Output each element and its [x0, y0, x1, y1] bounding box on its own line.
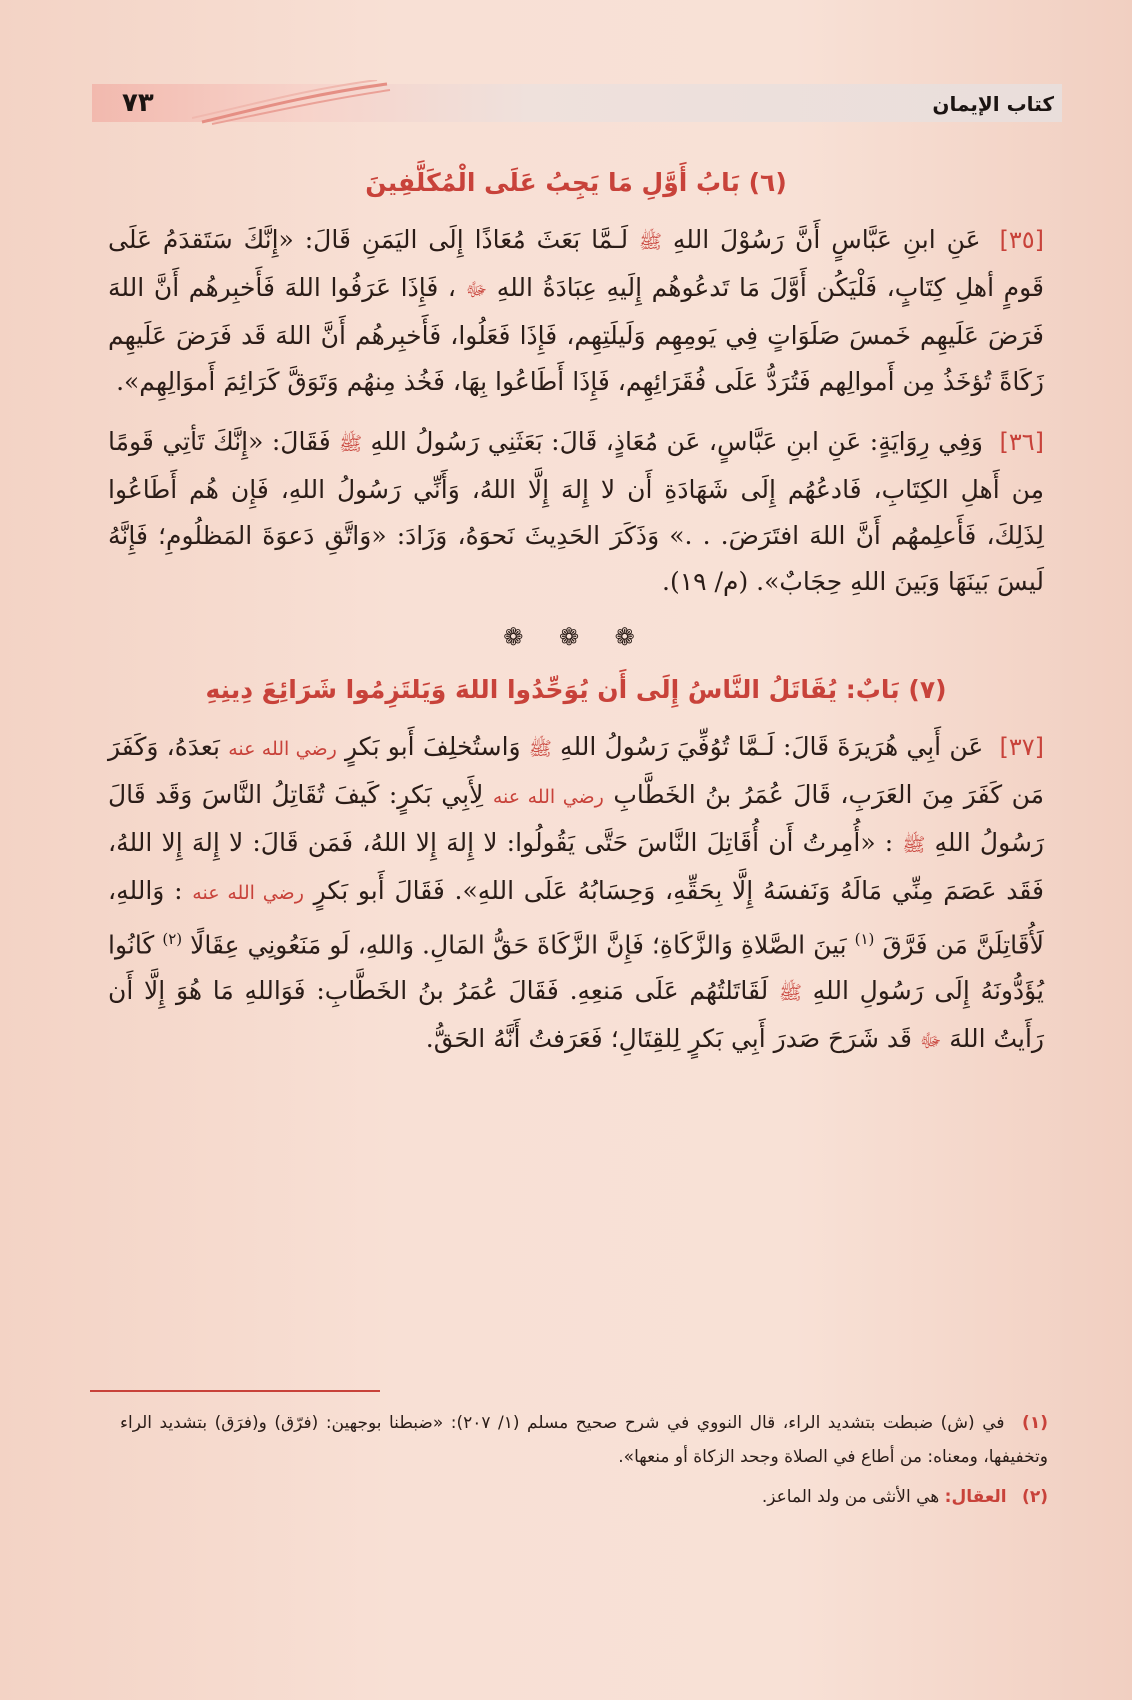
hadith-text: قَد شَرَحَ صَدرَ أَبِي بَكرٍ لِلقِتَالِ؛ فَعَرَفتُ أَنَّهُ الحَقُّ.	[425, 1024, 912, 1054]
salutation-glyph: ﷺ	[778, 982, 802, 1005]
hadith-text: عَن أَبِي هُرَيرَةَ قَالَ: لَـمَّا تُوُفِّيَ رَسُولُ اللهِ	[560, 732, 984, 761]
hadith-text: وَاستُخلِفَ أَبو بَكرٍ	[345, 732, 521, 761]
hadith-text: فَقَالَ: «إِنَّكَ تَأتِي قَومًا مِن أَهلِ الكِتَابِ، فَادعُهُم إِلَى شَهَادَةِ أَن لا إِلهَ إِلَّا اللهُ، وَأَنِّي رَسُولُ اللهِ، فَإِن هُم أَطَاعُوا لِذَلِكَ، فَأَعلِمهُم أَنَّ اللهَ افتَرَضَ. . .» وَذَكَرَ الحَدِيثَ نَحوَهُ، وَزَادَ: «وَاتَّقِ دَعوَةَ المَظلُومِ؛ فَإِنَّهُ لَيسَ بَينَهَا وَبَينَ اللهِ حِجَابٌ». (م/ ١٩).	[108, 427, 1044, 596]
hadith-35	[108, 217, 1044, 405]
footnote-1	[120, 1406, 1048, 1474]
salutation-glyph: ﷺ	[902, 834, 926, 856]
footnote-number: (١)	[1022, 1413, 1048, 1433]
page-header	[92, 80, 1062, 126]
hadith-number: [٣٦]	[999, 428, 1044, 456]
chapter-title-7: (٧) بَابٌ: يُقَاتَلُ النَّاسُ إِلَى أَن يُوَحِّدُوا اللهَ وَيَلتَزِمُوا شَرَائِعَ دِينِهِ	[205, 675, 947, 704]
salutation-glyph: ﷺ	[528, 738, 552, 760]
chapter-title-6: (٦) بَابُ أَوَّلِ مَا يَجِبُ عَلَى الْمُكَلَّفِينَ	[365, 168, 787, 197]
hadith-text: ، فَإِذَا عَرَفُوا اللهَ فَأَخبِرهُم أَنَّ اللهَ فَرَضَ عَلَيهِم خَمسَ صَلَوَاتٍ فِي يَومِهِم وَلَيلَتِهِم، فَإِذَا فَعَلُوا، فَأَخبِرهُم أَنَّ اللهَ قَد فَرَضَ عَلَيهِم زَكَاةً تُؤخَذُ مِن أَموالِهم فَتُرَدُّ عَلَى فُقَرَائِهِم، فَإِذَا أَطَاعُوا بِهَا، فَخُذ مِنهُم وَتَوَقَّ كَرَائِمَ أَموَالِهِم».	[108, 273, 1044, 396]
honorific-glyph: رضي الله عنه	[492, 786, 604, 808]
book-title: كتاب الإيمان	[932, 92, 1054, 116]
hadith-text: لَقَاتَلتُهُم عَلَى مَنعِهِ. فَقَالَ عُمَرُ بنُ الخَطَّابِ: فَوَاللهِ مَا هُوَ إِلَّا أَن رَأَيتُ اللهَ	[108, 976, 1044, 1054]
hadith-37	[108, 724, 1044, 1064]
footnote-ref-2[interactable]: (٢)	[162, 930, 183, 948]
hadith-text: كَانُوا يُؤَدُّونَهُ إِلَى رَسُولِ اللهِ	[108, 930, 1044, 1006]
glorification-glyph: ﷻ	[919, 1030, 942, 1053]
honorific-glyph: رضي الله عنه	[228, 738, 337, 760]
footnote-ref-1[interactable]: (١)	[854, 930, 875, 948]
hadith-text: : «أُمِرتُ أَن أُقَاتِلَ النَّاسَ حَتَّى يَقُولُوا: لا إِلهَ إِلا اللهُ، فَمَن قَالَ: لا إِلهَ إِلا اللهُ، فَقَد عَصَمَ مِنِّي مَالَهُ وَنَفسَهُ إِلَّا بِحَقِّهِ، وَحِسَابُهُ عَلَى اللهِ». فَقَالَ أَبو بَكرٍ	[108, 828, 1044, 905]
hadith-36	[108, 419, 1044, 605]
hadith-text: بَينَ الصَّلاةِ وَالزَّكَاةِ؛ فَإِنَّ الزَّكَاةَ حَقُّ المَالِ. وَاللهِ، لَو مَنَعُونِي عِقَالًا	[190, 930, 847, 960]
hadith-number: [٣٥]	[999, 226, 1044, 254]
footnote-number: (٢)	[1022, 1487, 1048, 1507]
page-number: ٧٣	[122, 88, 154, 118]
glorification-glyph: ﷻ	[465, 279, 488, 301]
hadith-text: بَعدَهُ، وَكَفَرَ مَن كَفَرَ مِنَ العَرَبِ، قَالَ عُمَرُ بنُ الخَطَّابِ	[108, 732, 1045, 809]
header-swoosh-ornament	[192, 80, 392, 126]
footnote-2	[120, 1480, 1048, 1514]
hadith-text: لَـمَّا بَعَثَ مُعَاذًا إِلَى اليَمَنِ قَالَ: «إِنَّكَ سَتَقدَمُ عَلَى قَومٍ أهلِ كِتَابٍ، فَلْيَكُن أَوَّلَ مَا تَدعُوهُم إِلَيهِ عِبَادَةُ اللهِ	[108, 225, 1045, 302]
footnote-text: في (ش) ضبطت بتشديد الراء، قال النووي في شرح صحيح مسلم (١/ ٢٠٧): «ضبطنا بوجهين: (فرّق) و(فرَق) بتشديد الراء وتخفيفها، ومعناه: من أطاع في الصلاة وجحد الزكاة أو منعها».	[120, 1413, 1048, 1467]
footnotes	[120, 1406, 1048, 1520]
hadith-text: لِأَبِي بَكرٍ: كَيفَ تُقَاتِلُ النَّاسَ وَقَد قَالَ رَسُولُ اللهِ	[108, 780, 1045, 857]
hadith-text: عَنِ ابنِ عَبَّاسٍ أَنَّ رَسُوْلَ اللهِ	[672, 225, 981, 254]
hadith-text: : وَاللهِ، لَأُقَاتِلَنَّ مَن فَرَّقَ	[108, 876, 1044, 960]
hadith-text: وَفِي رِوَايَةٍ: عَنِ ابنِ عَبَّاسٍ، عَن مُعَاذٍ، قَالَ: بَعَثَنِي رَسُولُ اللهِ	[370, 427, 983, 456]
salutation-glyph: ﷺ	[639, 231, 662, 253]
footnote-separator	[90, 1390, 380, 1392]
hadith-number: [٣٧]	[999, 733, 1045, 761]
main-content	[108, 168, 1044, 1078]
salutation-glyph: ﷺ	[339, 433, 363, 455]
section-divider: ❁ ❁ ❁	[503, 623, 649, 651]
footnote-text: هي الأنثى من ولد الماعز.	[761, 1487, 940, 1507]
honorific-glyph: رضي الله عنه	[192, 882, 304, 904]
footnote-term: العقال:	[944, 1487, 1007, 1507]
